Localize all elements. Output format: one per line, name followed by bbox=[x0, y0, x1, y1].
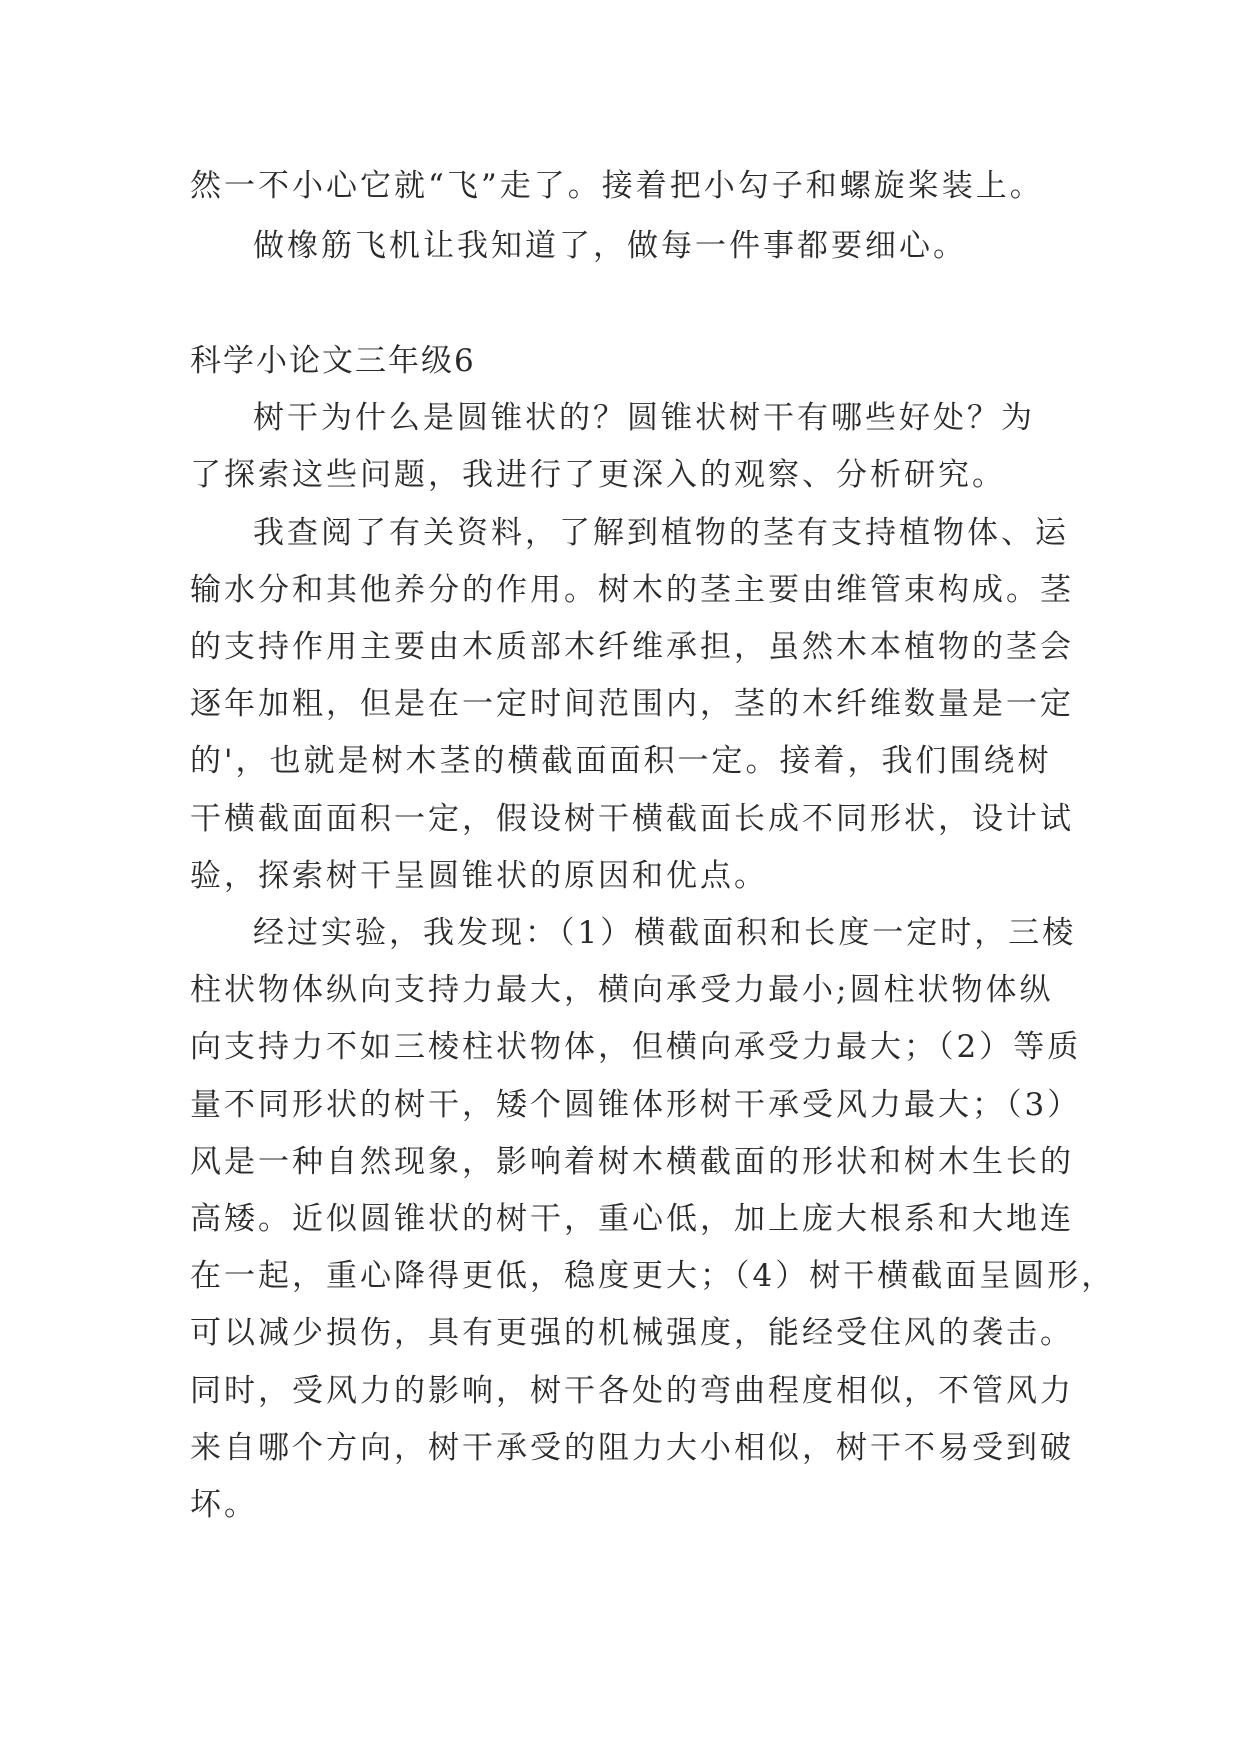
text-line: 来自哪个方向，树干承受的阻力大小相似，树干不易受到破 bbox=[190, 1430, 1074, 1466]
text-line: 的'，也就是树木茎的横截面面积一定。接着，我们围绕树 bbox=[190, 743, 1052, 779]
text-line: 干横截面面积一定，假设树干横截面长成不同形状，设计试 bbox=[190, 801, 1074, 837]
text-line: 了探索这些问题，我进行了更深入的观察、分析研究。 bbox=[190, 457, 1006, 493]
text-line: 在一起，重心降得更低，稳度更大；（4）树干横截面呈圆形， bbox=[190, 1258, 1116, 1294]
text-line: 的支持作用主要由木质部木纤维承担，虽然木本植物的茎会 bbox=[190, 629, 1074, 665]
text-line: 经过实验，我发现：（1）横截面积和长度一定时，三棱 bbox=[253, 915, 1077, 951]
text-line: 树干为什么是圆锥状的？圆锥状树干有哪些好处？为 bbox=[253, 400, 1035, 436]
text-line: 验，探索树干呈圆锥状的原因和优点。 bbox=[190, 858, 768, 894]
text-line: 输水分和其他养分的作用。树木的茎主要由维管束构成。茎 bbox=[190, 572, 1074, 608]
text-line: 高矮。近似圆锥状的树干，重心低，加上庞大根系和大地连 bbox=[190, 1201, 1074, 1237]
text-line: 风是一种自然现象，影响着树木横截面的形状和树木生长的 bbox=[190, 1144, 1074, 1180]
text-line: 柱状物体纵向支持力最大，横向承受力最小;圆柱状物体纵 bbox=[190, 972, 1054, 1008]
text-line: 做橡筋飞机让我知道了，做每一件事都要细心。 bbox=[253, 228, 967, 264]
text-line: 可以减少损伤，具有更强的机械强度，能经受住风的袭击。 bbox=[190, 1315, 1074, 1351]
text-line: 逐年加粗，但是在一定时间范围内，茎的木纤维数量是一定 bbox=[190, 686, 1074, 722]
text-line: 同时，受风力的影响，树干各处的弯曲程度相似，不管风力 bbox=[190, 1373, 1074, 1409]
text-line: 然一不小心它就“飞”走了。接着把小勾子和螺旋桨装上。 bbox=[190, 168, 1044, 204]
section-title: 科学小论文三年级6 bbox=[190, 343, 476, 379]
text-line: 我查阅了有关资料，了解到植物的茎有支持植物体、运 bbox=[253, 515, 1069, 551]
text-line: 坏。 bbox=[190, 1487, 258, 1523]
text-line: 量不同形状的树干，矮个圆锥体形树干承受风力最大；（3） bbox=[190, 1087, 1082, 1123]
text-line: 向支持力不如三棱柱状物体，但横向承受力最大；（2）等质 bbox=[190, 1029, 1082, 1065]
